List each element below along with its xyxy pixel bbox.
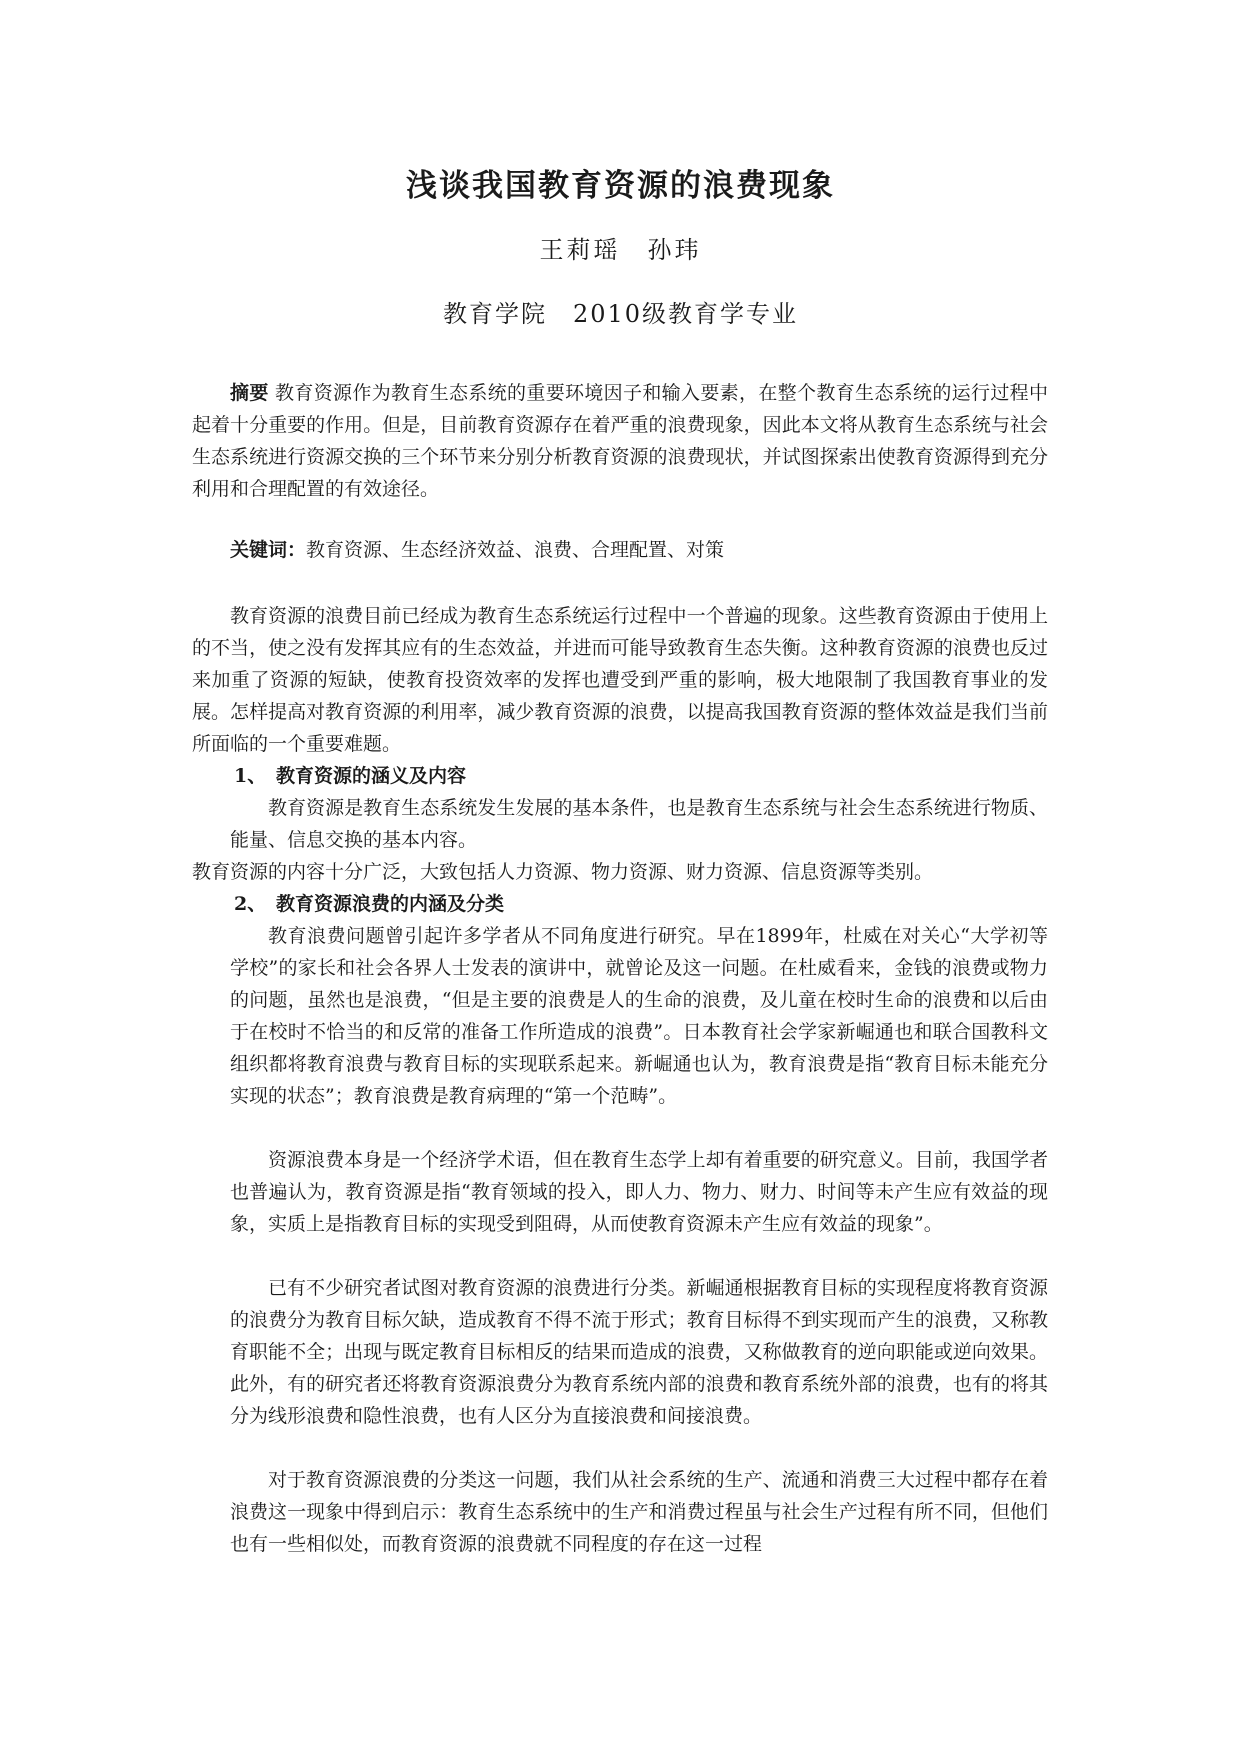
section-2-paragraph-1: 教育浪费问题曾引起许多学者从不同角度进行研究。早在1899年，杜威在对关心“大学初等学校”的家长和社会各界人士发表的演讲中，就曾论及这一问题。在杜威看来，金钱的浪费或物力的问题，虽然也是浪费，“但是主要的浪费是人的生命的浪费，及儿童在校时生命的浪费和以后由于在校时不恰当的和反常的准备工作所造成的浪费”。日本教育社会学家新崛通也和联合国教科文组织都将教育浪费与教育目标的实现联系起来。新崛通也认为，教育浪费是指“教育目标未能充分实现的状态”；教育浪费是教育病理的“第一个范畴”。 bbox=[230, 925, 1048, 1107]
section-1-title: 教育资源的涵义及内容 bbox=[276, 765, 467, 787]
authors: 王莉瑶 孙玮 bbox=[539, 236, 702, 264]
section-1-paragraph-2: 教育资源的内容十分广泛，大致包括人力资源、物力资源、财力资源、信息资源等类别。 bbox=[192, 861, 934, 883]
section-1-number: 1、 bbox=[234, 765, 267, 787]
abstract-text: 教育资源作为教育生态系统的重要环境因子和输入要素，在整个教育生态系统的运行过程中起着十分重要的作用。但是，目前教育资源存在着严重的浪费现象，因此本文将从教育生态系统与社会生态系统进行资源交换的三个环节来分别分析教育资源的浪费现状，并试图探索出使教育资源得到充分利用和合理配置的有效途径。 bbox=[192, 382, 1048, 500]
section-2-paragraph-4: 对于教育资源浪费的分类这一问题，我们从社会系统的生产、流通和消费三大过程中都存在着浪费这一现象中得到启示：教育生态系统中的生产和消费过程虽与社会生产过程有所不同，但他们也有一些相似处，而教育资源的浪费就不同程度的存在这一过程 bbox=[230, 1469, 1048, 1555]
keywords-label: 关键词： bbox=[230, 539, 307, 561]
paper-title: 浅谈我国教育资源的浪费现象 bbox=[406, 168, 835, 204]
keywords-text: 教育资源、生态经济效益、浪费、合理配置、对策 bbox=[306, 539, 725, 561]
section-2-paragraph-2: 资源浪费本身是一个经济学术语，但在教育生态学上却有着重要的研究意义。目前，我国学者也普遍认为，教育资源是指“教育领域的投入，即人力、物力、财力、时间等未产生应有效益的现象，实质上是指教育目标的实现受到阻碍，从而使教育资源未产生应有效益的现象”。 bbox=[230, 1149, 1048, 1235]
section-2-paragraph-3: 已有不少研究者试图对教育资源的浪费进行分类。新崛通根据教育目标的实现程度将教育资源的浪费分为教育目标欠缺，造成教育不得不流于形式；教育目标得不到实现而产生的浪费，又称教育职能不全；出现与既定教育目标相反的结果而造成的浪费，又称做教育的逆向职能或逆向效果。此外，有的研究者还将教育资源浪费分为教育系统内部的浪费和教育系统外部的浪费，也有的将其分为线形浪费和隐性浪费，也有人区分为直接浪费和间接浪费。 bbox=[230, 1277, 1048, 1427]
section-2-number: 2、 bbox=[234, 893, 267, 915]
keywords bbox=[192, 534, 1048, 566]
affiliation: 教育学院 2010级教育学专业 bbox=[442, 300, 799, 328]
abstract-label: 摘要 bbox=[230, 382, 269, 404]
section-1-heading bbox=[234, 760, 466, 792]
abstract bbox=[192, 377, 1048, 505]
intro-paragraph: 教育资源的浪费目前已经成为教育生态系统运行过程中一个普遍的现象。这些教育资源由于使用上的不当，使之没有发挥其应有的生态效益，并进而可能导致教育生态失衡。这种教育资源的浪费也反过来加重了资源的短缺，使教育投资效率的发挥也遭受到严重的影响，极大地限制了我国教育事业的发展。怎样提高对教育资源的利用率，减少教育资源的浪费，以提高我国教育资源的整体效益是我们当前所面临的一个重要难题。 bbox=[192, 605, 1048, 755]
section-2-title: 教育资源浪费的内涵及分类 bbox=[276, 893, 505, 915]
section-1-paragraph-1: 教育资源是教育生态系统发生发展的基本条件，也是教育生态系统与社会生态系统进行物质、能量、信息交换的基本内容。 bbox=[230, 797, 1048, 851]
section-2-heading bbox=[234, 888, 504, 920]
